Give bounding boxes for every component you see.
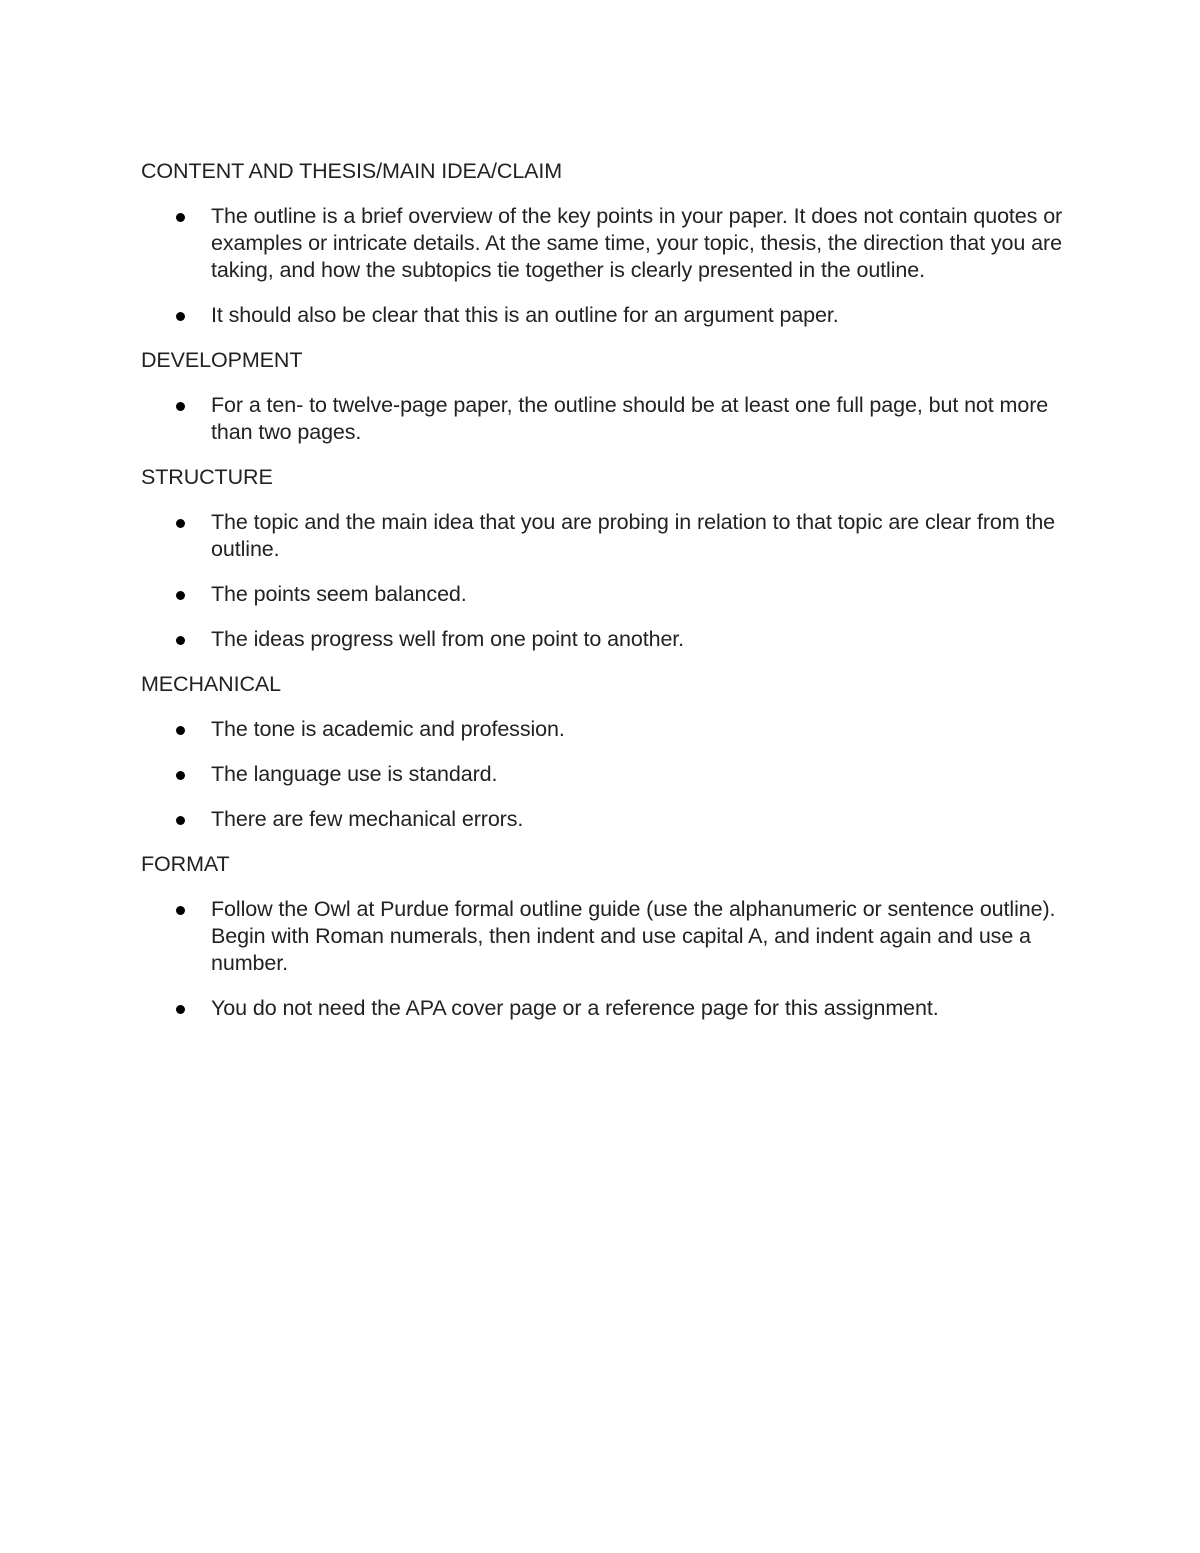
list-item-text: It should also be clear that this is an outline for an argument paper. [211,303,839,327]
bullet-icon [176,771,185,780]
section-mechanical [141,671,1066,833]
list-item-text: Follow the Owl at Purdue formal outline guide (use the alphanumeric or sentence outline). Begin with Roman numerals, then indent and use capital A, and indent again and use a number. [211,897,1056,975]
section-heading: CONTENT AND THESIS/MAIN IDEA/CLAIM [141,159,563,183]
bullet-icon [176,213,185,222]
list-item [141,392,1066,446]
bullet-list [141,203,1066,329]
list-item-text: You do not need the APA cover page or a reference page for this assignment. [211,996,939,1020]
list-item [141,626,1066,653]
document-content [141,158,1066,1040]
list-item-text: The points seem balanced. [211,582,467,606]
bullet-icon [176,906,185,915]
bullet-icon [176,636,185,645]
bullet-list [141,509,1066,653]
list-item [141,203,1066,284]
section-format [141,851,1066,1022]
bullet-icon [176,1005,185,1014]
bullet-list [141,896,1066,1022]
list-item [141,806,1066,833]
list-item-text: There are few mechanical errors. [211,807,524,831]
list-item-text: For a ten- to twelve-page paper, the outline should be at least one full page, but not more than two pages. [211,393,1049,444]
section-structure [141,464,1066,653]
list-item-text: The topic and the main idea that you are probing in relation to that topic are clear from the outline. [211,510,1056,561]
list-item [141,509,1066,563]
bullet-icon [176,312,185,321]
section-development [141,347,1066,446]
section-heading: FORMAT [141,852,230,876]
bullet-icon [176,816,185,825]
bullet-icon [176,519,185,528]
list-item [141,995,1066,1022]
list-item [141,302,1066,329]
bullet-list [141,716,1066,833]
list-item [141,761,1066,788]
list-item-text: The ideas progress well from one point to another. [211,627,685,651]
list-item [141,581,1066,608]
list-item [141,716,1066,743]
section-heading: MECHANICAL [141,672,281,696]
bullet-icon [176,726,185,735]
list-item-text: The language use is standard. [211,762,498,786]
list-item [141,896,1066,977]
bullet-icon [176,591,185,600]
section-heading: DEVELOPMENT [141,348,303,372]
list-item-text: The tone is academic and profession. [211,717,565,741]
section-heading: STRUCTURE [141,465,273,489]
list-item-text: The outline is a brief overview of the key points in your paper. It does not contain quotes or examples or intricate details. At the same time, your topic, thesis, the direction that you are taking, and how the subtopics tie together is clearly presented in the outline. [211,204,1063,282]
bullet-list [141,392,1066,446]
section-content-and-thesis [141,158,1066,329]
bullet-icon [176,402,185,411]
